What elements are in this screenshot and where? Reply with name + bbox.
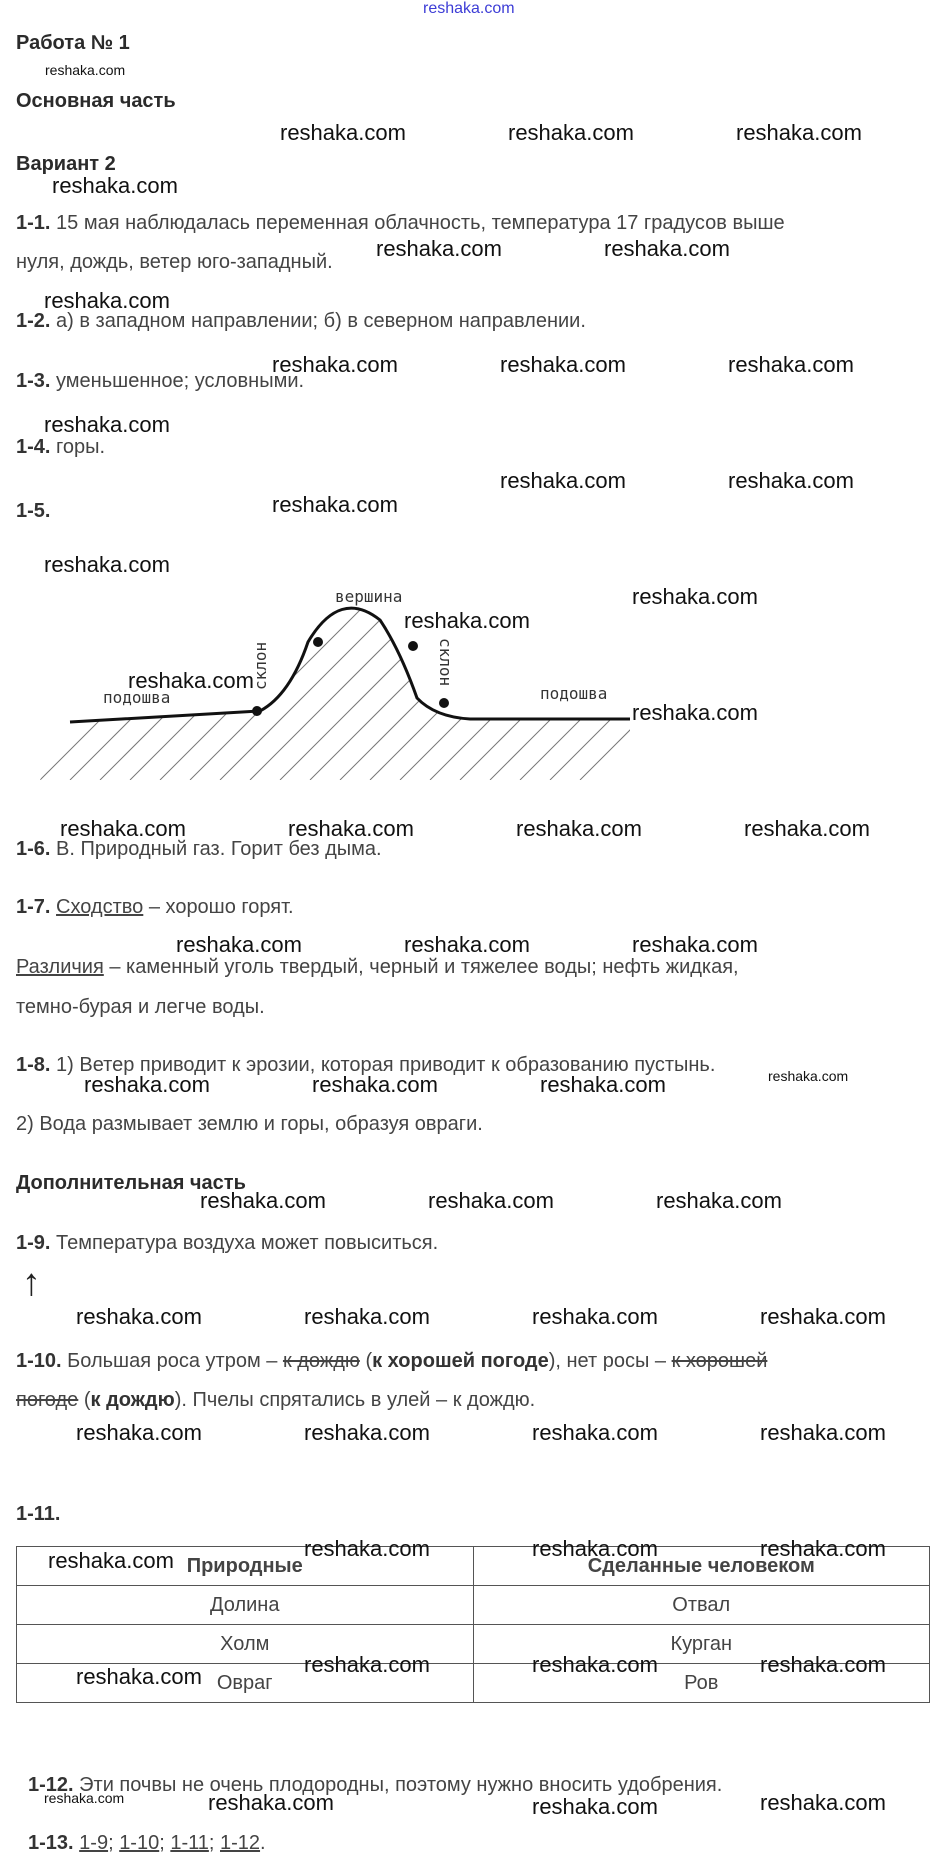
watermark: reshaka.com [208, 1790, 334, 1815]
watermark: reshaka.com [728, 468, 854, 493]
table-header: Сделанные человеком [473, 1547, 930, 1586]
answer-1-1-cont: нуля, дождь, ветер юго-западный. [16, 251, 333, 273]
watermark: reshaka.com [632, 932, 758, 957]
watermark: reshaka.com [404, 932, 530, 957]
differences-label: Различия [16, 956, 104, 978]
watermark: reshaka.com [532, 1652, 658, 1677]
similarity-label: Сходство [56, 896, 144, 918]
watermark: reshaka.com [532, 1420, 658, 1445]
answer-1-9: 1-9. Температура воздуха может повыситься. [16, 1232, 439, 1254]
slope-point [313, 637, 323, 647]
slope-point [439, 698, 449, 708]
watermark: reshaka.com [736, 120, 862, 145]
watermark: reshaka.com [304, 1652, 430, 1677]
watermark: reshaka.com [48, 1548, 174, 1573]
link-1-10[interactable]: 1-10 [119, 1832, 160, 1854]
answer-1-3: 1-3. уменьшенное; условными. [16, 370, 305, 392]
answer-1-5: 1-5. [16, 500, 51, 522]
watermark: reshaka.com [288, 816, 414, 841]
answer-1-7: 1-7. Сходство – хорошо горят. [16, 896, 294, 918]
watermark: reshaka.com [768, 1068, 849, 1084]
watermark: reshaka.com [280, 120, 406, 145]
table-cell: Долина [17, 1586, 474, 1625]
watermark: reshaka.com [656, 1188, 782, 1213]
watermark: reshaka.com [760, 1420, 886, 1445]
answer-number: 1-1. [16, 212, 51, 234]
watermark: reshaka.com [76, 1304, 202, 1329]
watermark: reshaka.com [52, 173, 178, 198]
watermark: reshaka.com [728, 352, 854, 377]
answer-1-6: 1-6. В. Природный газ. Горит без дыма. [16, 838, 382, 860]
watermark: reshaka.com [500, 352, 626, 377]
up-arrow-icon: ↑ [22, 1262, 41, 1304]
watermark: reshaka.com [304, 1304, 430, 1329]
watermark: reshaka.com [404, 608, 530, 633]
link-1-12[interactable]: 1-12 [220, 1832, 261, 1854]
slope-point [408, 641, 418, 651]
watermark: reshaka.com [312, 1072, 438, 1097]
watermark: reshaka.com [760, 1536, 886, 1561]
label-foot-right: подошва [540, 684, 608, 703]
watermark: reshaka.com [744, 816, 870, 841]
watermark: reshaka.com [604, 236, 730, 261]
answer-1-8: 1-8. 1) Ветер приводит к эрозии, которая приводит к образованию пустынь. [16, 1054, 716, 1076]
variant-heading: Вариант 2 [16, 153, 116, 175]
watermark: reshaka.com [760, 1304, 886, 1329]
page-title: Работа № 1 [16, 32, 130, 54]
answer-1-11: 1-11. [16, 1503, 61, 1525]
watermark: reshaka.com [508, 120, 634, 145]
watermark: reshaka.com [532, 1794, 658, 1819]
table-header: Природные [17, 1547, 474, 1586]
answer-1-10-cont: погоде (к дождю). Пчелы спрятались в улей – к дождю. [16, 1389, 536, 1411]
table-cell: Курган [473, 1625, 930, 1664]
watermark: reshaka.com [376, 236, 502, 261]
main-part-heading: Основная часть [16, 90, 176, 112]
watermark: reshaka.com [60, 816, 186, 841]
table-row [17, 1586, 930, 1625]
watermark: reshaka.com [532, 1536, 658, 1561]
watermark: reshaka.com [272, 492, 398, 517]
label-slope-right: склон [436, 638, 455, 687]
watermark: reshaka.com [84, 1072, 210, 1097]
watermark: reshaka.com [45, 62, 126, 78]
answer-1-12: 1-12. Эти почвы не очень плодородны, поэтому нужно вносить удобрения. [28, 1774, 723, 1796]
watermark: reshaka.com [44, 1790, 125, 1806]
watermark: reshaka.com [516, 816, 642, 841]
table-cell: Овраг [17, 1664, 474, 1703]
answer-1-7-differences: Различия – каменный уголь твердый, черный и тяжелее воды; нефть жидкая, [16, 956, 739, 978]
watermark: reshaka.com [176, 932, 302, 957]
watermark: reshaka.com [272, 352, 398, 377]
answer-1-13: 1-13. 1-9; 1-10; 1-11; 1-12. [28, 1832, 266, 1854]
answer-1-1: 1-1. 15 мая наблюдалась переменная облачность, температура 17 градусов выше [16, 212, 785, 234]
watermark: reshaka.com [44, 288, 170, 313]
watermark: reshaka.com [304, 1420, 430, 1445]
watermark: reshaka.com [500, 468, 626, 493]
watermark: reshaka.com [428, 1188, 554, 1213]
watermark: reshaka.com [540, 1072, 666, 1097]
answer-1-4: 1-4. горы. [16, 436, 106, 458]
watermark: reshaka.com [44, 412, 170, 437]
answer-1-10: 1-10. Большая роса утром – к дождю (к хорошей погоде), нет росы – к хорошей [16, 1350, 768, 1372]
watermark: reshaka.com [632, 584, 758, 609]
answer-1-8-cont: 2) Вода размывает землю и горы, образуя овраги. [16, 1113, 483, 1135]
slope-point [252, 706, 262, 716]
watermark: reshaka.com [44, 552, 170, 577]
watermark: reshaka.com [128, 668, 254, 693]
label-slope-left: склон [251, 641, 270, 690]
watermark: reshaka.com [76, 1664, 202, 1689]
watermark: reshaka.com [76, 1420, 202, 1445]
watermark: reshaka.com [200, 1188, 326, 1213]
label-top: вершина [335, 587, 403, 606]
link-1-9[interactable]: 1-9 [79, 1832, 109, 1854]
watermark: reshaka.com [760, 1652, 886, 1677]
answer-1-7-cont: темно-бурая и легче воды. [16, 996, 265, 1018]
site-link[interactable]: reshaka.com [423, 0, 515, 17]
table-cell: Холм [17, 1625, 474, 1664]
watermark: reshaka.com [532, 1304, 658, 1329]
watermark: reshaka.com [632, 700, 758, 725]
watermark: reshaka.com [304, 1536, 430, 1561]
label-foot-left: подошва [103, 688, 171, 707]
answer-1-2: 1-2. а) в западном направлении; б) в северном направлении. [16, 310, 586, 332]
table-cell: Ров [473, 1664, 930, 1703]
table-cell: Отвал [473, 1586, 930, 1625]
link-1-11[interactable]: 1-11 [170, 1832, 209, 1854]
extra-part-heading: Дополнительная часть [16, 1172, 246, 1194]
watermark: reshaka.com [760, 1790, 886, 1815]
